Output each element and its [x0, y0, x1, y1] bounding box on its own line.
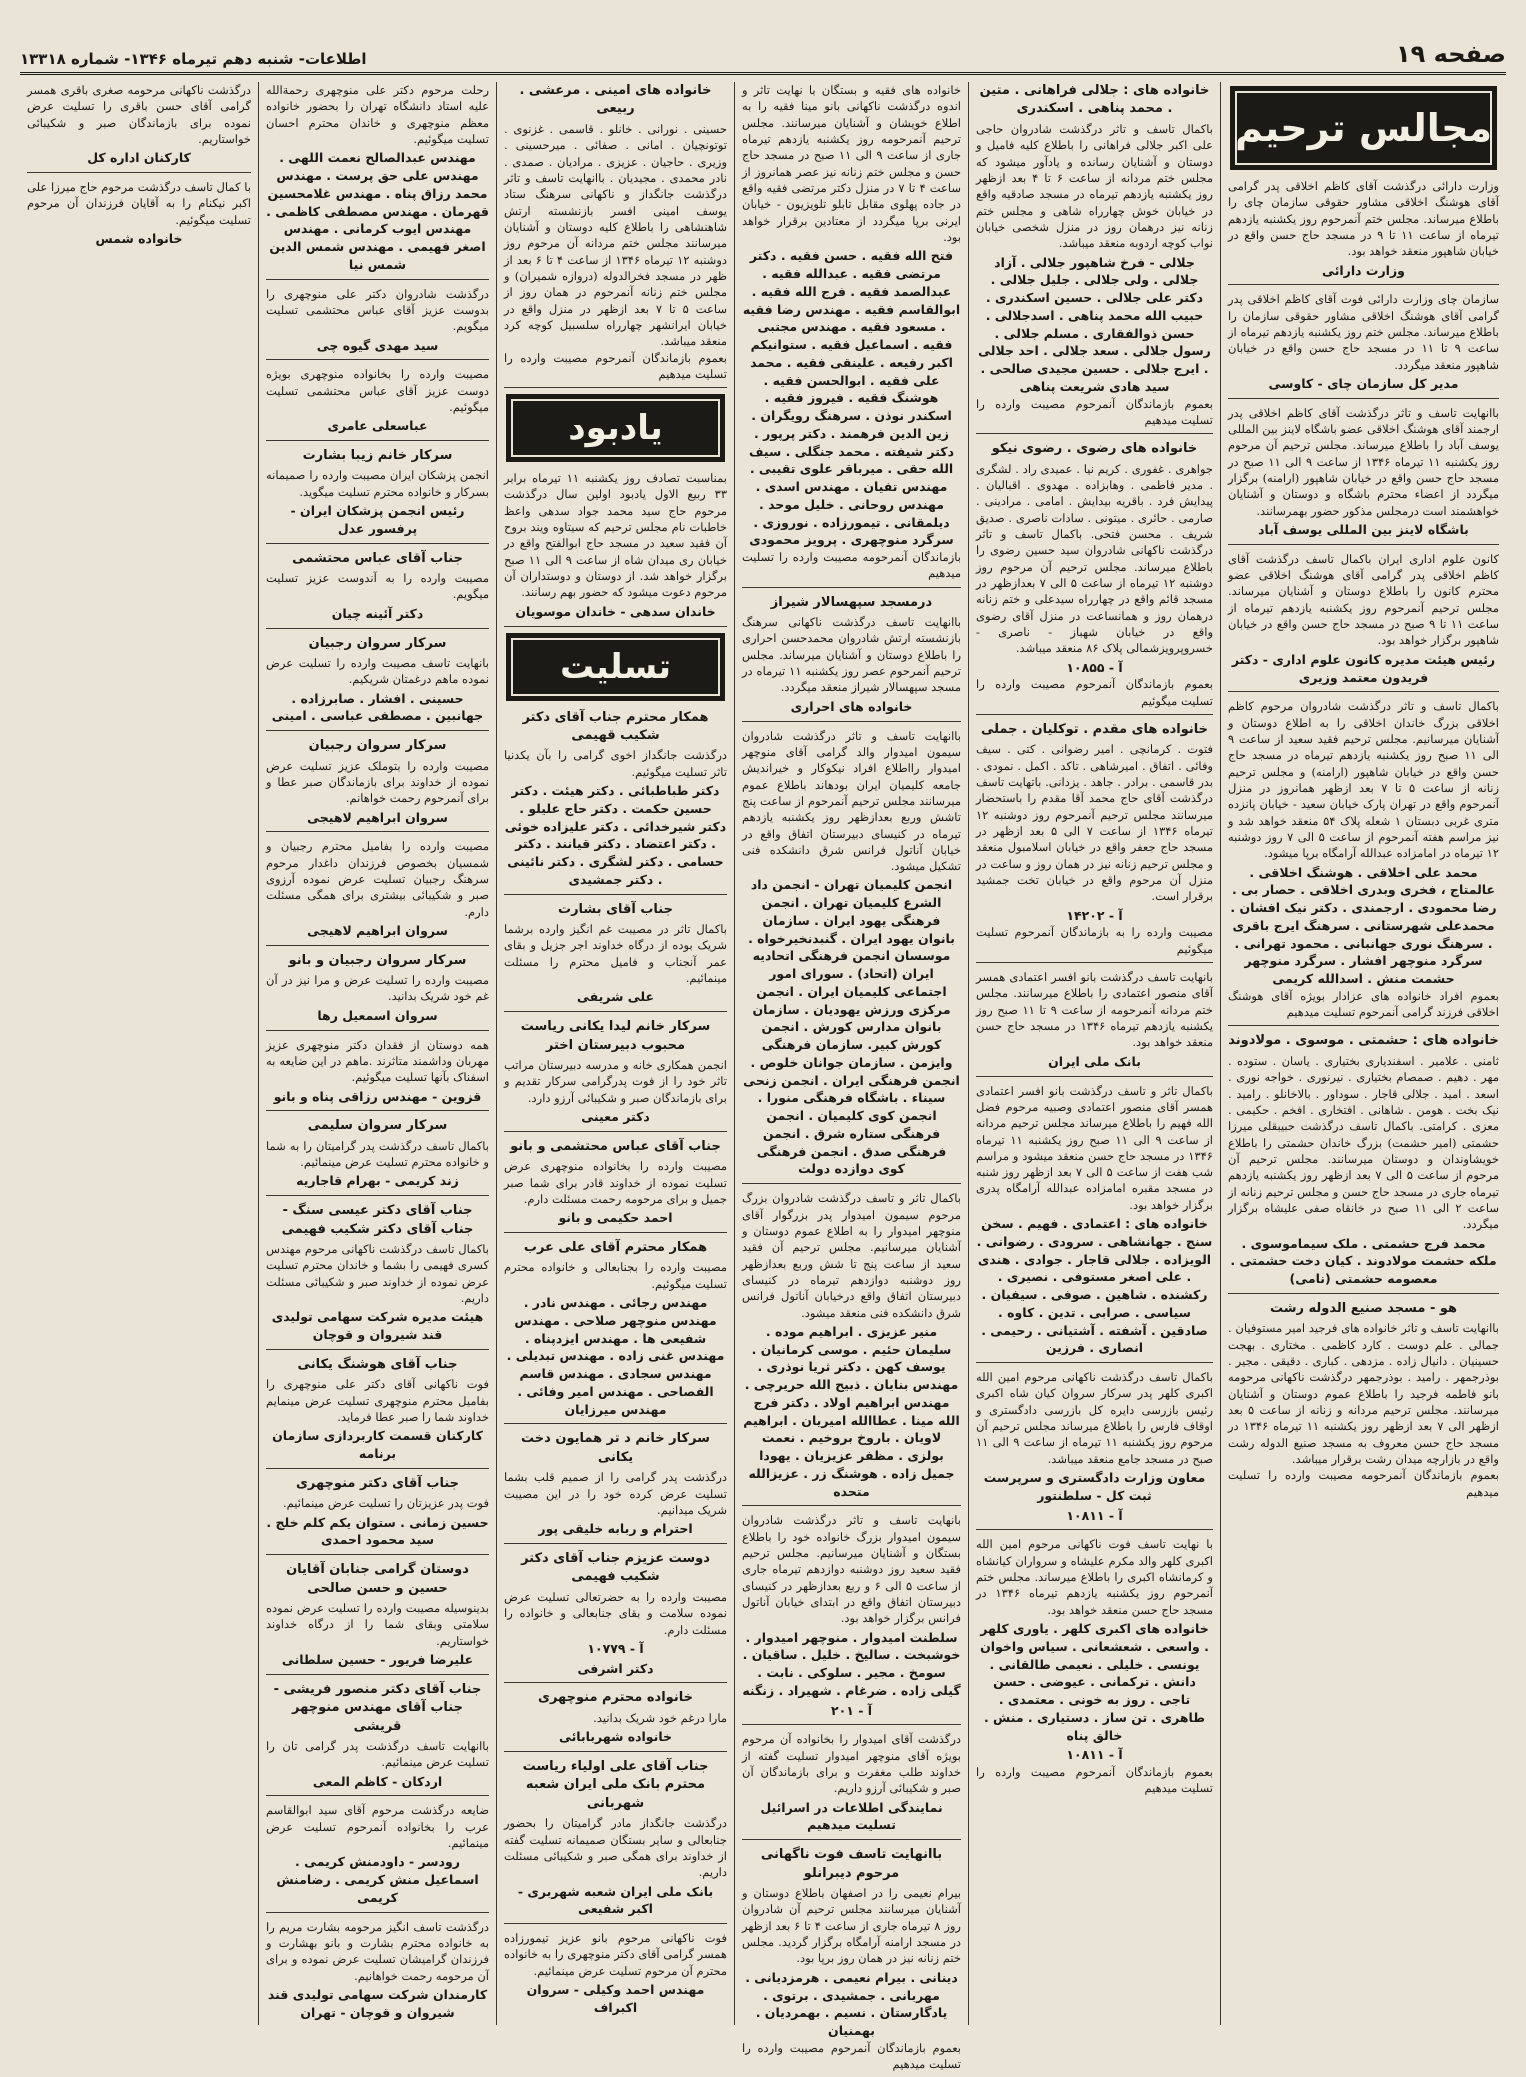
notice: جناب آقای دکتر عیسی سنگ - جناب آقای دکتر شکیب فهیمی باکمال تاسف درگذشت ناکهانی مرحوم مهندس کسری فهیمی را بشما و خاندان محترم تسلیت عرض نموده از خداوند صبر و شکیبائی مسئلت داریم. هیئت مدیره شرکت سهامی تولیدی قند شیروان و قوچان — [266, 1202, 489, 1350]
notice: خانواده های امینی . مرعشی . ربیعی حسینی . نورانی . خانلو . قاسمی . غزنوی . توتونچیان . امانی . صفائی . میرحسینی . وزیری . حاجیان . عزیزی . مرادیان . صمدی . نادر محمدی . مجیدیان . باانهایت تاسف و تاثر درگذشت جانگداز و ناکهانی سرهنگ ستاد یوسف امینی افسر بازنشسته ارتش شاهنشاهی را باطلاع کلیه دوستان و آشنایان میرسانند مجلس ختم مردانه آن مرحوم روز دوشنبه ۱۲ تیرماه ۱۳۴۶ از ساعت ۴ تا ۶ بعد از ظهر در مسجد فخرالدوله (دروازه شمیران) و مجلس ختم زنانه آنمرحوم در همان روز از ساعت ۵ تا ۷ بعد ازظهر در منزل واقع در خیابان ایرانشهر چهارراه سلسبیل کوچه کرد منعقد میباشد. بعموم بازماندگان آنمرحوم مصیبت وارده را تسلیت میدهیم — [504, 82, 727, 388]
notice: با کمال تاسف درگذشت مرحوم حاج میرزا علی اکبر نیکنام را به آقایان فرزندان آن مرحوم تسلیت میگوئیم. خانواده شمس — [27, 180, 251, 247]
notice: درگذشت ناکهانی مرحومه صغری باقری همسر گرامی آقای حسن باقری را تسلیت عرض نموده برای بازماندگان صبر و شکیبائی خواستاریم. کارکنان اداره کل — [27, 82, 251, 173]
masthead — [20, 34, 1506, 75]
notice: دوست عزیزم جناب آقای دکتر شکیب فهیمی مصیبت وارده را به حضرتعالی تسلیت عرض نموده سلامت و بقای جنابعالی و خانواده را مسئلت دارم. آ - ۱۰۷۷۹ دکتر اشرفی — [504, 1550, 727, 1683]
notice: باکمال تاسف و تاثر درگذشت شادروان مرحوم کاظم اخلاقی بزرگ خاندان اخلاقی را به اطلاع دوستان و آشنایان میرسانیم. مجلس ترحیم فقید سعید از ساعت ۹ الی ۱۱ صبح روز یکشنبه یازدهم تیرماه در مسجد حاج حسن واقع در خیابان شاهپور (ارامنه) و مجلس ترحیم زنانه از ساعت ۵ تا ۷ بعد ازظهر همانروز در منزل آنمرحوم واقع در تهران پارک خیابان سعید - خیابان پانزده متری غربی دبستان ۱ شعله پلاک ۵۴ منعقد خواهد شد و نیز مراسم هفته آنمرحوم از ساعت ۵ الی ۷ روز دوشنبه ۱۲ تیرماه در امامزاده عبدالله آرامگاه برپا میشود. محمد علی اخلاقی . هوشنگ اخلاقی . عالمتاج ، فخری وبدری اخلاقی . حصار بی . رضا محمودی . ارجمندی . دکتر نیک افشان . محمدعلی شهرستانی . سرهنگ ایرج باقری . سرهنگ نوری جهانبانی . محمود تهرانی . سرگرد منوچهر افشار . سرگرد منوچهر حشمت منش . اسدالله کریمی بعموم افراد خانواده های عزادار بویژه آقای هوشنگ اخلاقی فرزند گرامی آنمرحوم تسلیت میدهیم — [1228, 698, 1499, 1026]
notice: باکمال تاثر و تاسف درگذشت بانو افسر اعتمادی همسر آقای منصور اعتمادی وصبیه مرحوم فضل الله فهیم را باطلاع میرساند مجلس ترحیم مردانه از ساعت ۹ الی ۱۱ صبح روز یکشنبه ۱۱ تیرماه ۱۳۴۶ در مسجد حاج حسن منعقد میشود و مراسم شب هفت از ساعت ۵ الی ۷ بعد ازظهر روز شنبه در مسجد مقبره امامزاده عبدالله آرامگاه پدری برگزار خواهد بود. خانواده های : اعتمادی . فهیم . سخن سنج . جهانشاهی . سرودی . رضوانی . الویزاده . جلالی قاجار . جوادی . هندی . علی اصغر مستوفی . نصیری . رکشنده . شاهین . صوفی . سیفیان . سیاسی . صرابی . تدین . کاوه . صادقین . آشفته . آشتیانی . رحیمی . انصاری . فرزین — [976, 1083, 1213, 1364]
notice: بمناسبت تصادف روز یکشنبه ۱۱ تیرماه برابر ۳۳ ربیع الاول یادبود اولین سال درگذشت مرحوم حاج سید محمد جواد سدهی واعظ خاطبات نام مجلس ترحیم که سیتاوه ویند بروح آن فقید سعید در مسجد حاج ابوالفتح واقع در خیابان ری میدان شاه از ساعت ۹ الی ۱۱ صبح برگزار خواهد شد. از دوستان و دوستداران آن مرحوم دعوت میشود که حضور بهم رسانند. خاندان سدهی - خاندان موسویان — [504, 470, 727, 626]
notice: فوت ناکهانی مرحوم بانو عزیز تیمورزاده همسر گرامی آقای دکتر منوچهری را به خانواده محترم آن مرحوم تسلیت عرض مینمائیم. مهندس احمد وکیلی - سروان اکبراف — [504, 1931, 727, 2015]
notice: باانهایت تاسف فوت ناگهانی مرحوم دیبرانلو بیرام نعیمی را در اصفهان باطلاع دوستان و آشنایان میرسانند مجلس ترحیم آن شادروان روز ۸ تیرماه جاری از ساعت ۴ تا ۶ بعد ازظهر در مسجد ارامنه آرامگاه برگزار گردید. مجلس ختم زنانه نیز در همان روز برپا بود. دینانی . بیرام نعیمی . هرمزدیانی . مهربانی . جمشیدی . برتوی . یادگارستان . نسیم . بهمردیان . بهمنیان بعموم بازماندگان آنمرحوم مصیبت وارده را تسلیت میدهیم — [742, 1847, 961, 2072]
notice: خانواده های فقیه و بستگان با نهایت تاثر و اندوه درگذشت ناکهانی بانو مینا فقیه را به اطلاع خویشان و آشنایان میرسانند. مجلس ترحیم آنمرحومه روز یکشنبه یازدهم تیرماه جاری از ساعت ۹ الی ۱۱ صبح در مسجد حاج حسن و مجلس ختم زنانه نیز عصر همانروز از ساعت ۴ تا ۷ در منزل دکتر مرتضی فقیه واقع در جاده پهلوی مقابل تابلو تلویزیون - خیابان ایرنی برپا میگردد از معتادین برقرار خواهد بود. فتح الله فقیه . حسن فقیه . دکتر مرتضی فقیه . عبدالله فقیه . عبدالصمد فقیه . فرج الله فقیه . ابوالقاسم فقیه . مهندس رضا فقیه . مسعود فقیه . مهندس مجتبی فقیه . اسماعیل فقیه . ستوانیکم اکبر رفیعه . علینقی فقیه . محمد علی فقیه . ابوالحسن فقیه . هوشنگ فقیه . فیروز فقیه . اسکندر نوذن . سرهنگ رویگران . زین الدین فرهمند . دکتر پرپور . دکتر شیفته . محمد جنگلی . سیف الله حقی . میرباقر علوی تقیبی . مهندس تفیان . مهندس اسدی . مهندس روحانی . خلیل موحد . دیلمقانی . تیمورزاده . نوروزی . سرگرد منوچهری . پرویز محمودی بازماندگان آنمرحومه مصیبت وارده را تسلیت میدهیم — [742, 82, 961, 588]
notice: جناب آقای علی اولیاء ریاست محترم بانک ملی ایران شعبه شهربانی درگذشت جانگداز مادر گرامیتان را بحضور جنابعالی و سایر بستگان صمیمانه تسلیت گفته از خداوند برای همگی صبر و شکیبائی مسئلت داریم. بانک ملی ایران شعبه شهربری - اکبر شفیعی — [504, 1758, 727, 1924]
notice: جناب آقای عباس محتشمی و بانو مصیبت وارده را بخانواده منوچهری عرض تسلیت نموده از خداوند قادر برای شما صبر جمیل و برای مرحومه رحمت مسئلت دارم. احمد حکیمی و بانو — [504, 1138, 727, 1233]
notice: خانواده های : جلالی فراهانی . متین . محمد پناهی . اسکندری باکمال تاسف و تاثر درگذشت شادروان حاجی علی اکبر جلالی فراهانی را باطلاع کلیه فامیل و دوستان و آشنایان رسانده و یادآور میشود که مجلس ختم مردانه از ساعت ۶ تا ۴ بعد ازظهر روز یکشنبه یازدهم تیرماه در مسجد صادقیه واقع در خیابان خوش چهارراه شاهی و مجلس ختم زنانه نیز درهمان روز در منزل شخصی خیابان نواب کوچه اردوبه منعقد میباشد. جلالی - فرخ شاهپور جلالی . آزاد جلالی . ولی جلالی . جلیل جلالی . دکتر علی جلالی . حسین اسکندری . حبیب الله محمد پناهی . اسدجلالی . حسن ذوالفقاری . مسلم جلالی . رسول جلالی . سعد جلالی . احد جلالی . ایرج جلالی . حسین مجیدی صالحی . سید هادی شریعت پناهی بعموم بازماندگان آنمرحوم مصیبت وارده را تسلیت میدهیم — [976, 82, 1213, 434]
notice: وزارت دارائی درگذشت آقای کاظم اخلاقی پدر گرامی آقای هوشنگ اخلاقی مشاور حقوقی سازمان چای را باطلاع میرساند. مجلس ختم آنمرحوم روز یکشنبه یازدهم تیرماه از ساعت ۱۱ تا ۹ در مسجد حاج حسن واقع در خیابان شاهپور منعقد خواهد بود. وزارت دارائی — [1228, 178, 1499, 285]
notice: هو - مسجد صنیع الدوله رشت باانهایت تاسف و تاثر خانواده های فرجید امیر مستوفیان . جمالی . علم دوست . کارد کاظمی . مختاری . بهجت حسینیان . دانیال زاده . مزدهی . کباری . دقیقی . مجیر . بوذرجمهر . رامید . بوذرجمهر درگذشت ناکهانی مرحومه بانو فاطمه فرجید را باطلاع عموم دوستان و آشنایان میرسانند. مجلس ترحیم مردانه و زنانه از ساعت ۵ بعد ازظهر الی ۷ بعد ازظهر روز یکشنبه ۱۱ تیرماه ۱۳۴۶ در مسجد حاج حسن معروف به مسجد صنیع الدوله رشت واقع در بازارچه میدان رشت برقرار میباشد. بعموم بازماندگان آنمرحومه مصیبت وارده را تسلیت میدهیم — [1228, 1300, 1499, 1499]
notice: جناب آقای دکتر منصور فریشی - جناب آقای مهندس منوچهر قریشی باانهایت تاسف درگذشت پدر گرامی تان را تسلیت عرض مینمائیم. اردکان - کاظم المعی — [266, 1681, 489, 1797]
notice: درمسجد سپهسالار شیراز باانهایت تاسف درگذشت ناکهانی سرهنگ بازنشسته ارتش شادروان محمدحسن احراری را باطلاع دوستان و آشنایان میرساند. مجلس ترحیم آنمرحوم عصر روز یکشنبه ۱۱ تیرماه در مسجد سپهسالار شیراز منعقد میگردد. خانواده های احراری — [742, 594, 961, 722]
notice: درگذشت تاسف انگیز مرحومه بشارت مریم را به خانواده محترم بشارت و بانو بهشارت و فرزندان گرامیشان تسلیت عرض نموده و برای آن مرحومه رحمت خواهانیم. کارمندان شرکت سهامی تولیدی قند شیروان و قوچان - تهران — [266, 1919, 489, 2020]
notice: جناب آقای هوشنگ یکانی فوت ناکهانی آقای دکتر علی منوچهری را بفامیل محترم منوچهری تسلیت عرض مینمایم خداوند شما را صبر عطا فرماید. کارکنان قسمت کاربردازی سازمان برنامه — [266, 1356, 489, 1469]
notice: بانهایت تاسف و تاثر درگذشت شادروان سیمون امیدوار بزرگ خانواده خود را باطلاع بستگان و آشنایان میرسانیم. مجلس ترحیم فقید سعید روز دوشنبه دوازدهم تیرماه جاری از ساعت ۵ الی ۶ و ربع بعدازظهر در کنیسای دبیرستان اتفاق واقع در ابتدای خیابان آناتول فرانس برگزار خواهد بود. سلطنت امیدوار . منوچهر امیدوار . خوشبخت . سالیخ . خلیل . ساقیان . سومخ . مجیر . سلوکی . نابت . گیلی زاده . ضرغام . شهیراد . زنگنه آ - ۲۰۱ — [742, 1512, 961, 1725]
column-1 — [20, 82, 258, 2025]
column-2 — [258, 82, 496, 2025]
notice: سرکار خانم زیبا بشارت انجمن پزشکان ایران مصیبت وارده را صمیمانه بسرکار و خانواده محترم تسلیت میگوید. رئیس انجمن پزشکان ایران - پرفسور عدل — [266, 447, 489, 544]
notice: با نهایت تاسف فوت ناکهانی مرحوم امین الله اکبری کلهر والد مکرم علیشاه و سرواران کیانشاه و کرمانشاه اکبری را باطلاع میرساند. مجلس ختم آنمرحوم روز یکشنبه یازدهم تیرماه ۱۳۴۶ در مسجد حاج حسن منعقد خواهد بود. خانواده های اکبری کلهر . یاوری کلهر . واسعی . شعشعانی . سیاس واخوان یونسی . خلیلی . نعیمی طالقانی . دانش . ترکمانی . عیوضی . حسن تاجی . روز به خونی . معتمدی . طاهری . تن ساز . دستیاری . منش . خالق پناه آ - ۱۰۸۱۱ بعموم بازماندگان آنمرحوم مصیبت وارده را تسلیت میدهیم — [976, 1537, 1213, 1796]
notice: باانهایت تاسف و تاثر درگذشت آقای کاظم اخلاقی پدر ارجمند آقای هوشنگ اخلاقی عضو باشگاه لاینز بین المللی یوسف آباد را باطلاع میرساند. مجلس ترحیم آن مرحوم روز یکشنبه ۱۱ تیرماه ۱۳۴۶ از ساعت ۹ الی ۱۱ صبح در مسجد حاج حسن واقع در خیابان شاهپور (ارامنه) برگزار میگردد از اعضاء محترم باشگاه و دوستان و آشنایان خواهشمند است درمجلس مذکور حضور بهمرسانند. باشگاه لاینز بین المللی یوسف آباد — [1228, 405, 1499, 545]
notice: سرکار سروان سلیمی باکمال تاسف درگذشت پدر گرامیتان را به شما و خانواده محترم تسلیت عرض مینمائیم. زند کریمی - بهرام قاجاریه — [266, 1117, 489, 1196]
notice: سرکار سروان رجبیان بانهایت تاسف مصیبت وارده را تسلیت عرض نموده ماهم درغمتان شریکیم. حسینی . افشار . صابرزاده . جهانبین . مصطفی عباسی . امینی — [266, 635, 489, 732]
notice: خانواده های : حشمتی . موسوی . مولادوند ثامنی . علامیر . اسفندیاری بختیاری . یاسان . ستوده . مهر . دهیم . صمصام بختیاری . نیرنوری . خواجه نوری . اسعد . امید . جلالی قاجار . سوداور . بالاخانلو . رامید . نیک بخت . هومن . شاهانی . افتخاری . افخم . حکیمی . معزی . کرامتی. باکمال تاسف درگذشت حبیبقلی میرزا حشمتی (امیر حشمت) بزرگ خاندان حشمتی را باطلاع خویشاوندان و دوستان میرسانند. مجلس ترحیم آن مرحوم از ساعت ۵ الی ۷ بعد ازظهر روز یکشنبه یازدهم تیرماه جاری در مسجد حاج حسن و مجلس ترحیم زنانه از ساعت ۲ الی ۱۱ صبح در خانقاه صفی علیشاه برگزار میگردد. محمد فرج حشمتی . ملک سیماموسوی . ملکه حشمت مولادوند . کیان دخت حشمتی . معصومه حشمتی (نامی) — [1228, 1032, 1499, 1293]
notice: مصیبت وارده را بخانواده منوچهری بویژه دوست عزیز آقای عباس محتشمی تسلیت میگوئیم. عباسعلی عامری — [266, 366, 489, 441]
notice: سرکار خانم لیدا یکانی ریاست محبوب دبیرستان اختر انجمن همکاری خانه و مدرسه دبیرستان مراتب تاثر خود را از فوت پدرگرامی سرکار تقدیم و برای بازماندگان صبر و شکیبائی آرزو دارد. دکتر معینی — [504, 1018, 727, 1132]
page-number: صفحه ۱۹ — [1396, 40, 1506, 68]
column-3 — [496, 82, 734, 2025]
notice: جناب آقای بشارت باکمال تاثر در مصیبت غم انگیز وارده برشما شریک بوده از درگاه خداوند اجر جزیل و بقای عمر آنجناب و فامیل محترم را مسئلت مینمائیم. علی شریفی — [504, 901, 727, 1013]
columns — [20, 82, 1506, 2072]
column-5 — [968, 82, 1220, 2025]
notice: خانواده های مقدم . توکلیان . جملی فتوت . کرمانچی . امیر رضوانی . کتی . سیف وفائی . اتفاق . امیرشاهی . تاکد . اکمل . نمودی . بدر قاسمی . برادر . جاهد . یزدانی. باتهایت تاسف درگذشت آقای حاج محمد آقا مقدم را باستحضار میرسانند مجلس ترحیم آنمرحوم روز دوشنبه ۱۲ تیرماه ۱۳۴۶ از ساعت ۷ الی ۵ بعد ازظهر در مسجد حاج جعفر واقع در خیابان اسلامبول منعقد و مجلس ترحیم زنانه نیز در همان روز و ساعت در منزل آن مرحوم واقع در خیابان تخت جمشید برقرار است. آ - ۱۴۲۰۲ مصیبت وارده را به بازماندگان آنمرحوم تسلیت میگوئیم — [976, 721, 1213, 963]
notice: جناب آقای دکتر منوچهری فوت پدر عزیزتان را تسلیت عرض مینمائیم. حسین زمانی . ستوان یکم کلم خلج . سید محمود احمدی — [266, 1475, 489, 1555]
notice: رحلت مرحوم دکتر علی منوچهری رحمةالله علیه استاد دانشگاه تهران را بحضور خانواده معظم منوچهری و خاندان محترم احسان تسلیت میگوئیم. مهندس عبدالصالح نعمت اللهی . مهندس علی حق پرست . مهندس محمد رزاق پناه . مهندس غلامحسین قهرمان . مهندس مصطفی کاظمی . مهندس ایوب کرمانی . مهندس اصغر فهیمی . مهندس شمس الدین شمس نیا — [266, 82, 489, 280]
notice: مصیبت وارده را بفامیل محترم رجبیان و شمسیان بخصوص فرزندان داغدار مرحوم سرهنگ رجبیان تسلیت عرض نموده آرزوی صبر و شکیبائی بیشتری برای همگی مسئلت دارم. سروان ابراهیم لاهیجی — [266, 838, 489, 945]
column-4 — [734, 82, 968, 2072]
notice: همه دوستان از فقدان دکتر منوچهری عزیز مهربان وداشمند متاثرند .ماهم در این ضایعه به اسفناک بآنها تسلیت میگوئیم. قزوین - مهندس رزاقی پناه و بانو — [266, 1037, 489, 1112]
dateline: اطلاعات- شنبه دهم تیرماه ۱۳۴۶- شماره ۱۳۳۱۸ — [20, 50, 367, 68]
notice: سرکار سروان رجبیان مصیبت وارده را بتوملک عزیز تسلیت عرض نموده از خداوند برای بازماندگان صبر عطا و برای آنمرحوم رحمت خواهانم. سروان ابراهیم لاهیجی — [266, 737, 489, 832]
notice: جناب آقای عباس محتشمی مصیبت وارده را به آندوست عزیز تسلیت میگویم. دکتر آئینه چیان — [266, 550, 489, 629]
notice: باکمال تاسف درگذشت ناکهانی مرحوم امین الله اکبری کلهر پدر سرکار سروان کیان شاه اکبری رئیس بازرسی دایره کل بازرسی دادگستری و اوقاف فارس را باطلاع میرساند مجلس ترحیم آن مرحوم روز یکشنبه ۱۱ تیرماه از ساعت ۹ الی ۱۱ صبح در مسجد جامع منعقد میباشد. معاون وزارت دادگستری و سرپرست ثبت کل - سلطنتور آ - ۱۰۸۱۱ — [976, 1369, 1213, 1530]
majales-banner: مجالس ترحیم — [1230, 86, 1497, 170]
notice: کانون علوم اداری ایران باکمال تاسف درگذشت آقای کاظم اخلاقی پدر گرامی آقای هوشنگ اخلاقی عضو محترم کانون را باطلاع دوستان و آشنایان میرساند. مجلس ترحیم آنمرحوم روز یکشنبه یازدهم تیرماه از ساعت ۱۱ تا ۹ صبح در مسجد حاج حسن واقع در خیابان شاهپور برگزار خواهد بود. رئیس هیئت مدیره کانون علوم اداری - دکتر فریدون معتمد وزیری — [1228, 551, 1499, 692]
notice: ضایعه درگذشت مرحوم آقای سید ابوالقاسم عرب را بخانواده آنمرحوم تسلیت عرض مینمائیم. رودسر - داودمنش کریمی . اسماعیل منش کریمی . رضامنش کریمی — [266, 1802, 489, 1912]
tasliyat-banner: تسلیت — [506, 633, 725, 701]
notice: درگذشت آقای امیدوار را بخانواده آن مرحوم بویژه آقای منوچهر امیدوار تسلیت گفته از خداوند طلب مغفرت و برای بازماندگان آن صبر و شکیبائی آرزو داریم. نمایندگی اطلاعات در اسرائیل تسلیت میدهیم — [742, 1731, 961, 1840]
notice: سازمان چای وزارت دارائی فوت آقای کاظم اخلاقی پدر گرامی آقای هوشنگ اخلاقی مشاور حقوقی سازمان را باطلاع میرساند. مجلس ختم روز یکشنبه یازدهم تیرماه از ساعت ۹ تا ۱۱ در مسجد حاج حسن واقع در خیابان شاهپور منعقد میگردد. مدیر کل سازمان چای - کاوسی — [1228, 291, 1499, 398]
notice: درگذشت شادروان دکتر علی منوچهری را بدوست عزیز آقای عباس محتشمی تسلیت میگویم. سید مهدی گیوه چی — [266, 286, 489, 361]
yadbood-banner: یادبود — [506, 394, 725, 462]
notice: سرکار سروان رجبیان و بانو مصیبت وارده را تسلیت عرض و مرا نیز در آن غم خود شریک بدانید. سروان اسمعیل رها — [266, 952, 489, 1031]
notice: همکار محترم جناب آقای دکتر شکیب قهیمی درگذشت جانگداز اخوی گرامی را بآن یکدنیا تاثر تسلیت میگوئیم. دکتر طباطبائی . دکتر هیئت . دکتر حسین حکمت . دکتر حاج علیلو . دکتر شیرخدائی . دکتر علیزاده خوئی . دکتر اعتضاد . دکتر قیانند . دکتر حسامی . دکتر لشگری . دکتر نائینی . دکتر جمشیدی — [504, 709, 727, 895]
notice: باکمال تاثر و تاسف درگذشت شادروان بزرگ مرحوم سیمون امیدوار پدر بزرگوار آقای منوچهر امیدوار را به اطلاع عموم دوستان و آشنایان میرسانیم. مجلس ترحیم آن فقید سعید از ساعت پنج تا شش وربع بعدازظهر روز دوشنبه دوازدهم تیرماه در کنیسای دبیرستان اتفاق واقع درخیابان آناتول فرانس شرق دانشکده فنی منعقد میشود. منیر عزیزی . ابراهیم موده . سلیمان حئیم . موسی کرمانیان . یوسف کهن . دکتر ثریا نوذری . مهندس بنایان . ذبیح الله حریرچی . مهندس ابراهیم اولاد . دکتر فرج الله مینا . عطاالله امیریان . ابراهیم لاویان . باروخ بروخیم . نعمت بولزی . مظفر عزیزیان . یهودا جمیل زاده . هوشنگ زر . عزیزالله متحده — [742, 1190, 961, 1506]
notice: خانواده محترم منوچهری مارا درغم خود شریک بدانید. خانواده شهربابائی — [504, 1689, 727, 1752]
notice: باانهایت تاسف و تاثر درگذشت شادروان سیمون امیدوار والد گرامی آقای منوچهر امیدوار رااطلاع افراد نیکوکار و خیراندیش جامعه کلیمیان ایران بودهاند باطلاع عموم میرسانند مجلس ترحیم آنمرحوم از ساعت پنج تاشش وربع بعدازظهر روز یکشنبه یازدهم تیرماه در کنیسای دبیرستان اتفاق واقع در خیابان آناتول فرانس شرق دانشکده فنی تشکیل میشود. انجمن کلیمیان تهران - انجمن داد الشرع کلیمیان تهران . انجمن فرهنگی یهود ایران . سازمان بانوان یهود ایران . گنبدنخیرخواه . موسسان انجمن فرهنگی اتحادیه ایران (اتحاد) . سورای امور اجتماعی کلیمیان ایران . انجمن مرکزی ورزش یهودیان . سازمان بانوان مدارس کورش . انجمن کورش کبیر. سازمان فرهنگی وایزمن . سازمان جوانان خلوص . انجمن فرهنگی ایران . انجمن زنحی سیناء . باشگاه فرهنگی منورا . انجمن کوی کلیمیان . انجمن فرهنگی ستاره شرق . انجمن فرهنگی صدق . انجمن فرهنگی کوی دوازده دولت — [742, 728, 961, 1185]
notice: سرکار خانم د تر همایون دخت یکانی درگذشت پدر گرامی را از صمیم قلب بشما تسلیت عرض کرده خود را در این مصیبت شریک میدانیم. احترام و ربابه خلیقی پور — [504, 1430, 727, 1544]
column-6 — [1220, 82, 1506, 2025]
notice: خانواده های رضوی . رضوی نیکو جواهری . غفوری . کریم نیا . عمیدی راد . لشگری . مدیر فاطمی . وهابزاده . مهدوی . اقبالیان . پیدایش فرد . باقریه بیدایش . امامی . مرادینی . صارمی . حائری . میتونی . سادات ناصری . صدیق شریف . محسن فتحی. باکمال تاسف و تاثر درگذشت ناکهانی شادروان سید حسین رضوی را باطلاع میرساند. مجلس ترحیم آن مرحوم روز دوشنبه ۱۲ تیرماه از ساعت ۵ الی ۷ بعدازظهر در مسجد قائم واقع در چهارراه سیدعلی و ختم زنانه درهمان روز و همانساعت در منزل آقای رضوی واقع در خیابان شهباز - ناصری - خسروپرویزشمالی پلاک ۸۶ منعقد میباشد. آ - ۱۰۸۵۵ بعموم بازماندگان آنمرحوم مصیبت وارده را تسلیت میگوئیم — [976, 440, 1213, 715]
notice: همکار محترم آقای علی عرب مصیبت وارده را بجنابعالی و خانواده محترم تسلیت میگوئیم. مهندس رجائی . مهندس نادر . مهندس منوچهر صلاحی . مهندس شفیعی ها . مهندس ایزدپناه . مهندس غنی زاده . مهندس تبدیلی . مهندس سجادی . مهندس قاسم الفصاحی . مهندس امیر وفائی . مهندس میرزایان — [504, 1239, 727, 1424]
notice: بانهایت تاسف درگذشت بانو افسر اعتمادی همسر آقای منصور اعتمادی را باطلاع میرسانند. مجلس ختم مردانه آنمرحومه از ساعت ۹ تا ۱۱ صبح روز یکشنبه یازدهم تیرماه ۱۳۴۶ در مسجد حاج حسن منعقد خواهد بود. بانک ملی ایران — [976, 969, 1213, 1076]
notice: دوستان گرامی جنابان آقایان حسین و حسن صالحی بدینوسیله مصیبت وارده را تسلیت عرض نموده سلامتی وبقای شما را از درگاه خداوند خواستاریم. علیرضا فریور - حسین سلطانی — [266, 1561, 489, 1675]
